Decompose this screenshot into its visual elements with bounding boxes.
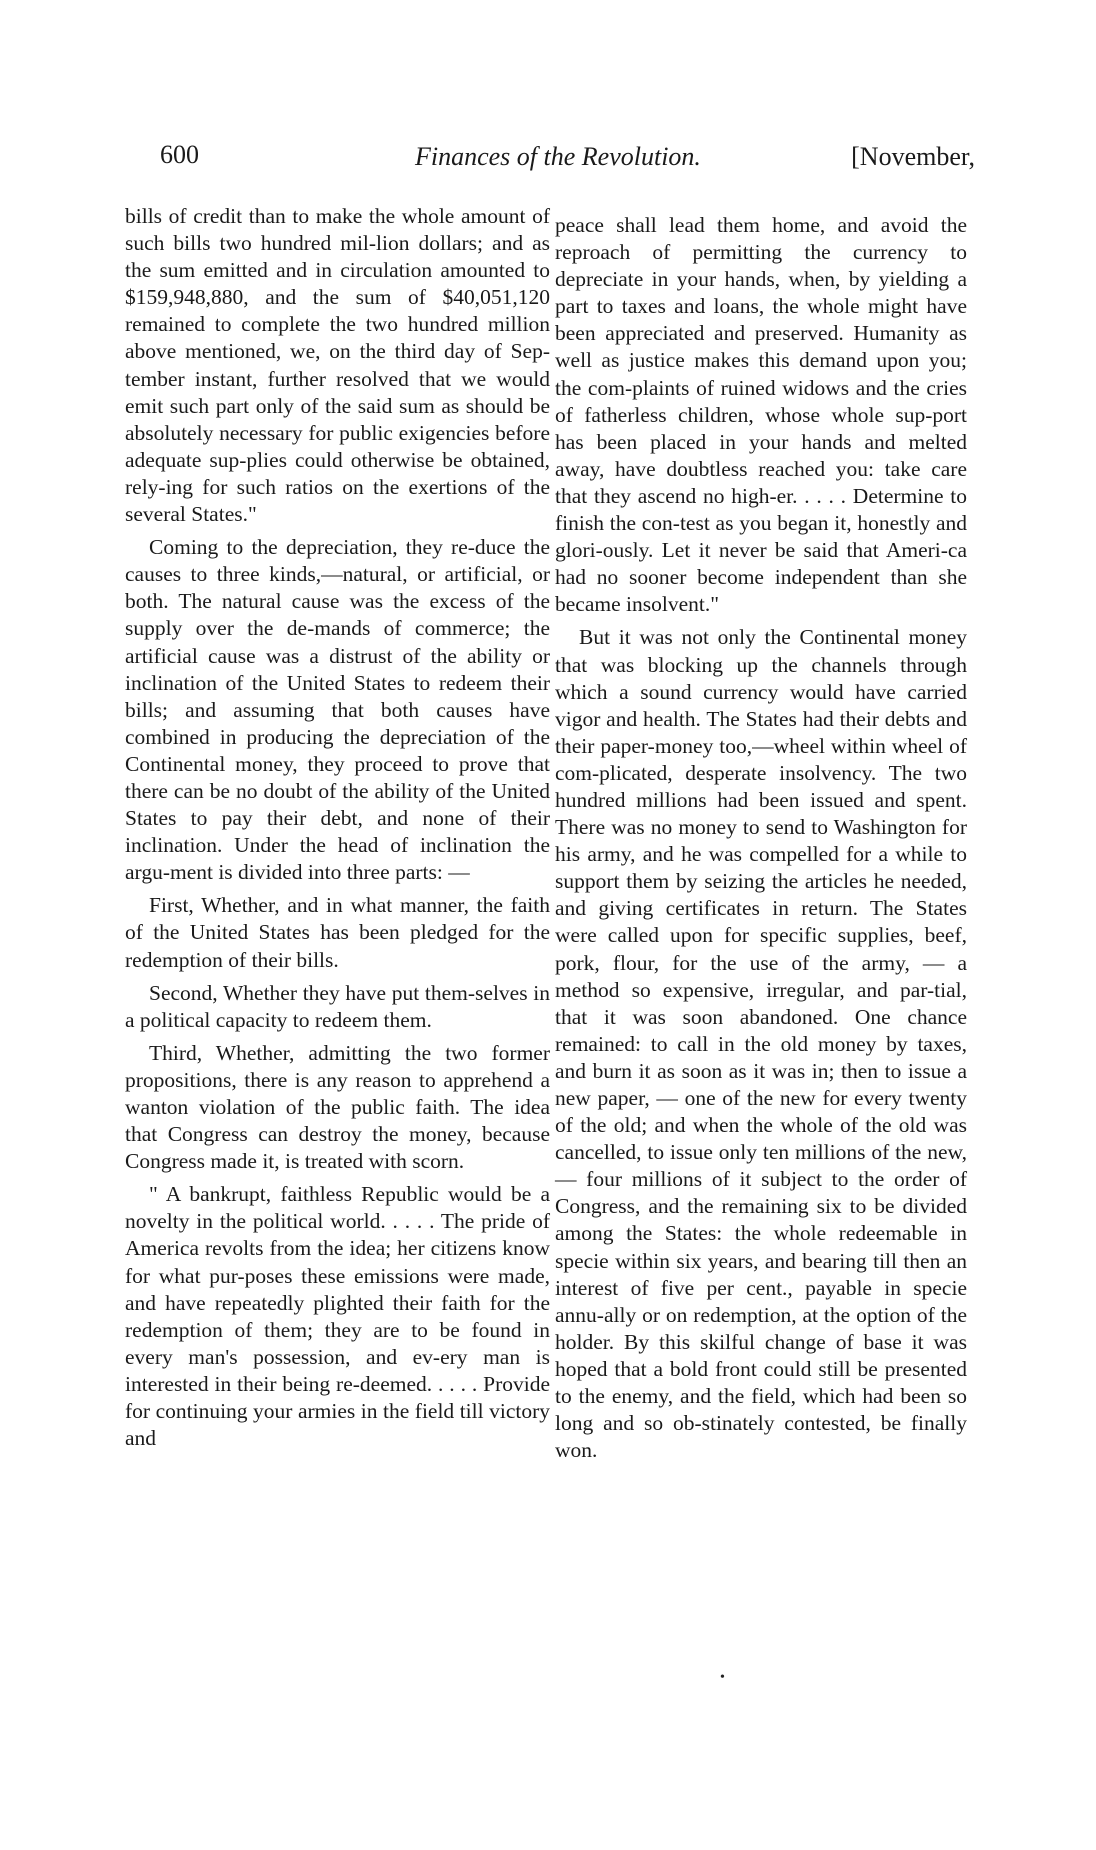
- paragraph: Second, Whether they have put them-selves in a political capacity to redeem them.: [125, 980, 550, 1032]
- running-title: Finances of the Revolution.: [415, 142, 701, 171]
- paragraph: Coming to the depreciation, they re-duce the causes to three kinds,—natural, or artificial, or both. The natural cause was the excess of the supply over the de-mands of commerce; the artificial cause was a distrust of the ability or inclination of the United States to redeem their bills; and assuming that both causes have combined in producing the depreciation of the Continental money, they proceed to prove that there can be no doubt of the ability of the United States to pay their debt, and none of their inclination. Under the head of inclination the argu-ment is divided into three parts: —: [125, 535, 550, 885]
- paragraph: bills of credit than to make the whole amount of such bills two hundred mil-lion dollars; and as the sum emitted and in circulation amounted to $159,948,880, and the sum of $40,051,120 remained to complete the two hundred million above mentioned, we, on the third day of Sep-tember instant, further resolved that we would emit such part only of the said sum as should be absolutely necessary for public exigencies before adequate sup-plies could otherwise be obtained, rely-ing for such ratios on the exertions of the several States.": [125, 204, 550, 527]
- left-column: [125, 203, 550, 1458]
- footer-mark: •: [720, 1670, 725, 1685]
- running-date: [November,: [851, 142, 975, 171]
- page-header: [160, 140, 975, 190]
- paragraph: But it was not only the Continental money that was blocking up the channels through which a sound currency would have carried vigor and health. The States had their debts and their paper-money too,—wheel within wheel of com-plicated, desperate insolvency. The two hundred millions had been issued and spent. There was no money to send to Washington for his army, and he was compelled for a while to support them by seizing the articles he needed, and giving certificates in return. The States were called upon for specific supplies, beef, pork, flour, for the use of the army, — a method so expensive, irregular, and par-tial, that it was soon abandoned. One chance remained: to call in the old money by taxes, and burn it as soon as it was in; then to issue a new paper, — one of the new for every twenty of the old; and when the whole of the old was cancelled, to issue only ten millions of the new, — four millions of it subject to the order of Congress, and the remaining six to be divided among the States: the whole redeemable in specie within six years, and bearing till then an interest of five per cent., payable in specie annu-ally or on redemption, at the option of the holder. By this skilful change of base it was hoped that a bold front could still be presented to the enemy, and the field, which had been so long and so ob-stinately contested, be finally won.: [555, 625, 967, 1463]
- paragraph: First, Whether, and in what manner, the faith of the United States has been pledged for the redemption of their bills.: [125, 893, 550, 972]
- paragraph: peace shall lead them home, and avoid the reproach of permitting the currency to depreciate in your hands, when, by yielding a part to taxes and loans, the whole might have been appreciated and preserved. Humanity as well as justice makes this demand upon you; the com-plaints of ruined widows and the cries of fatherless children, whose whole sup-port has been placed in your hands and melted away, have doubtless reached you: take care that they ascend no high-er. . . . . Determine to finish the con-test as you began it, honestly and glori-ously. Let it never be said that Ameri-ca had no sooner become independent than she became insolvent.": [555, 213, 967, 617]
- paragraph: " A bankrupt, faithless Republic would be a novelty in the political world. . . . . The pride of America revolts from the idea; her citizens know for what pur-poses these emissions were made, and have repeatedly plighted their faith for the redemption of them; they are to be found in every man's possession, and ev-ery man is interested in their being re-deemed. . . . . Provide for continuing your armies in the field till victory and: [125, 1182, 550, 1451]
- page-number: 600: [160, 140, 199, 169]
- paragraph: Third, Whether, admitting the two former propositions, there is any reason to apprehend a wanton violation of the public faith. The idea that Congress can destroy the money, because Congress made it, is treated with scorn.: [125, 1040, 550, 1174]
- right-column: [555, 212, 967, 1470]
